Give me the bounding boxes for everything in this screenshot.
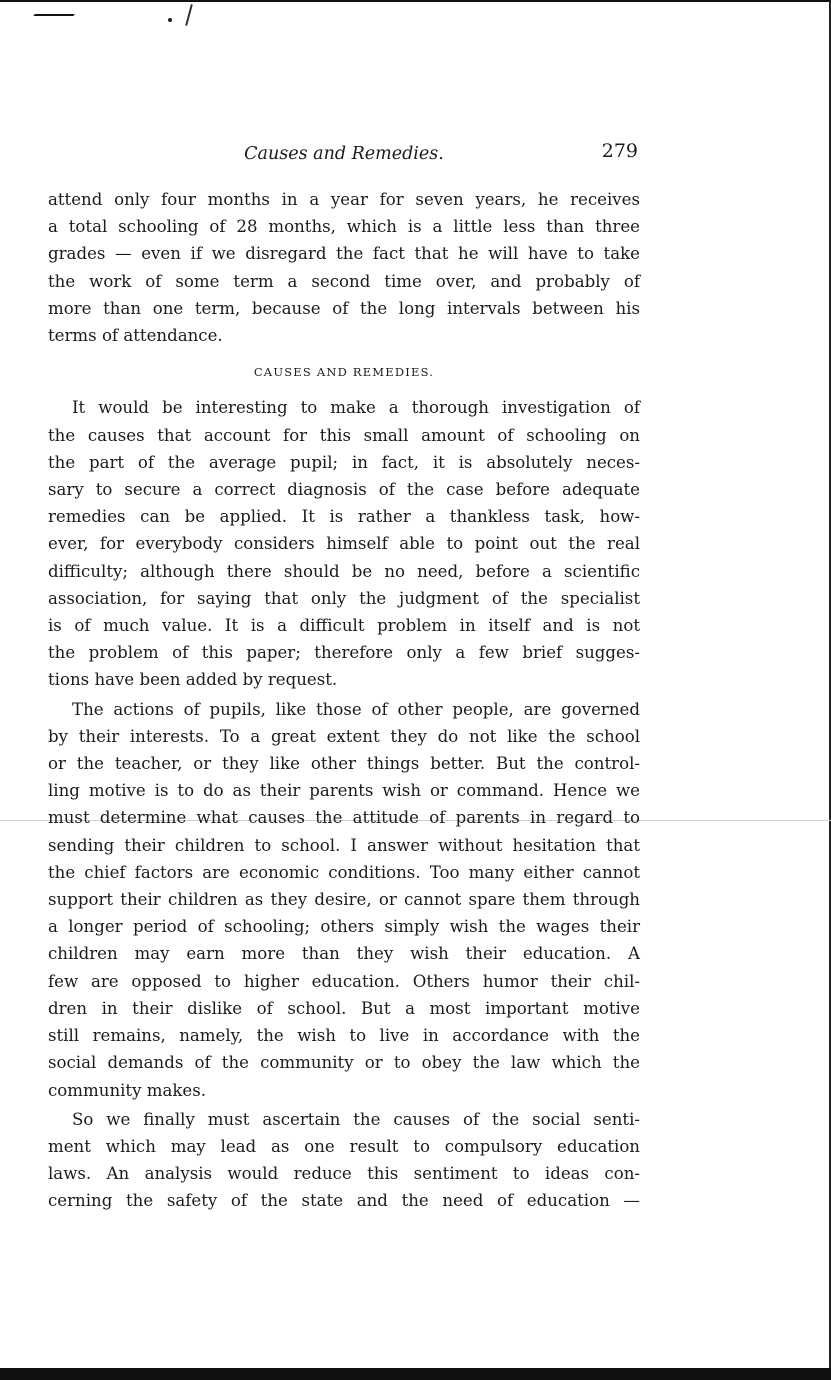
text-line: support their children as they desire, or cannot spare them through: [48, 890, 640, 910]
text-line: It would be interesting to make a thorough investigation of: [72, 398, 640, 418]
text-line: association, for saying that only the judgment of the specialist: [48, 588, 640, 608]
text-line: a longer period of schooling; others simply wish the wages their: [48, 917, 640, 937]
paragraph: [48, 696, 640, 1104]
text-line: cerning the safety of the state and the need of education —: [48, 1191, 640, 1211]
scan-mark: [33, 0, 86, 16]
scan-mark: [185, 4, 193, 26]
text-line: the part of the average pupil; in fact, it is absolutely neces-: [48, 452, 640, 472]
text-line: community makes.: [48, 1080, 207, 1100]
text-line: the causes that account for this small amount of schooling on: [48, 425, 640, 445]
paragraph: [48, 394, 640, 693]
text-line: So we finally must ascertain the causes of the social senti-: [72, 1109, 640, 1129]
page-header: [48, 140, 640, 170]
text-line: dren in their dislike of school. But a most important motive: [48, 998, 640, 1018]
scan-top-edge: [0, 0, 831, 18]
text-line: laws. An analysis would reduce this sentiment to ideas con-: [48, 1164, 640, 1184]
text-line: by their interests. To a great extent they do not like the school: [48, 726, 640, 746]
text-line: is of much value. It is a difficult problem in itself and is not: [48, 616, 640, 636]
page-number: 279: [601, 140, 638, 162]
text-line: terms of attendance.: [48, 326, 223, 346]
text-line: social demands of the community or to obey the law which the: [48, 1053, 640, 1073]
section-heading: CAUSES AND REMEDIES.: [253, 365, 435, 380]
intro-paragraph: [48, 186, 640, 349]
text-line: tions have been added by request.: [48, 670, 338, 690]
text-line: ever, for everybody considers himself able to point out the real: [48, 534, 640, 554]
text-line: The actions of pupils, like those of other people, are governed: [72, 699, 640, 719]
text-line: sending their children to school. I answer without hesitation that: [48, 835, 640, 855]
paragraph: [48, 1106, 640, 1215]
text-line: a total schooling of 28 months, which is a little less than three: [48, 217, 640, 237]
text-line: sary to secure a correct diagnosis of the case before adequate: [48, 480, 640, 500]
text-line: more than one term, because of the long intervals between his: [48, 298, 640, 318]
text-line: the problem of this paper; therefore only a few brief sugges-: [48, 643, 640, 663]
text-line: attend only four months in a year for seven years, he receives: [48, 190, 640, 209]
body-text: [48, 186, 640, 1217]
text-line: few are opposed to higher education. Others humor their chil-: [48, 971, 640, 991]
text-line: the chief factors are economic conditions. Too many either cannot: [48, 862, 640, 882]
text-line: children may earn more than they wish their education. A: [48, 944, 640, 964]
running-head: Causes and Remedies.: [244, 144, 444, 164]
text-line: remedies can be applied. It is rather a thankless task, how-: [48, 507, 640, 527]
text-line: the work of some term a second time over, and probably of: [48, 271, 640, 291]
scan-bottom-edge: [0, 1368, 831, 1380]
text-line: grades — even if we disregard the fact that he will have to take: [48, 244, 640, 264]
text-line: difficulty; although there should be no need, before a scientific: [48, 561, 640, 581]
text-line: ling motive is to do as their parents wish or command. Hence we: [48, 781, 640, 801]
text-line: ment which may lead as one result to compulsory education: [48, 1136, 640, 1156]
scan-mark: [168, 18, 172, 22]
text-line: still remains, namely, the wish to live in accordance with the: [48, 1026, 640, 1046]
text-line: or the teacher, or they like other things better. But the control-: [48, 754, 640, 774]
text-line: must determine what causes the attitude of parents in regard to: [48, 808, 640, 828]
